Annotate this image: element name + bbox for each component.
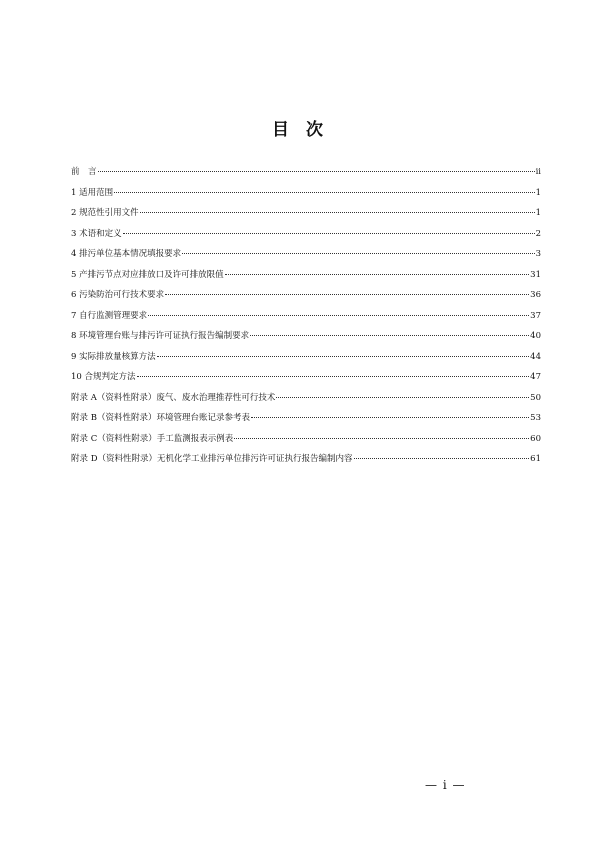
toc-entry-page: 61 [530, 454, 541, 464]
toc-entry[interactable] [71, 329, 541, 350]
toc-entry-page: 53 [530, 413, 541, 423]
toc-entry-label: 7 自行监测管理要求 [71, 310, 148, 321]
toc-entry-label: 1 适用范围 [71, 187, 114, 198]
toc-entry-label: 4 排污单位基本情况填报要求 [71, 249, 182, 259]
toc-entry[interactable] [71, 186, 541, 207]
toc-leader-dots [140, 212, 535, 213]
toc-entry[interactable] [71, 432, 541, 453]
toc-entry-page: 3 [535, 249, 541, 259]
toc-leader-dots [250, 335, 529, 336]
toc-entry-label: 10 合规判定方法 [71, 372, 136, 382]
toc-entry-page: 47 [530, 372, 541, 382]
toc-entry-page: 50 [530, 392, 541, 403]
toc-entry-page: 1 [535, 187, 541, 198]
toc-leader-dots [137, 376, 530, 377]
toc-leader-dots [157, 356, 530, 357]
toc-entry-page: 60 [530, 433, 541, 444]
toc-entry-label: 附录 B（资料性附录）环境管理台账记录参考表 [71, 413, 250, 423]
toc-entry[interactable] [71, 452, 541, 473]
toc-entry-page: ii [535, 167, 541, 177]
toc-entry[interactable] [71, 309, 541, 330]
toc-entry-page: 31 [530, 269, 541, 280]
toc-entry[interactable] [71, 268, 541, 289]
page-number-footer: — i — [425, 778, 466, 792]
toc-entry[interactable] [71, 206, 541, 227]
toc-leader-dots [354, 458, 530, 459]
toc-leader-dots [98, 171, 535, 172]
toc-entry-page: 44 [530, 351, 541, 362]
toc-entry-label: 6 污染防治可行技术要求 [71, 290, 165, 300]
toc-entry-page: 36 [530, 290, 541, 300]
toc-entry[interactable] [71, 165, 541, 186]
toc-entry[interactable] [71, 391, 541, 412]
toc-leader-dots [148, 315, 529, 316]
toc-entry[interactable] [71, 350, 541, 371]
toc-entry-label: 9 实际排放量核算方法 [71, 351, 156, 362]
toc-entry-label: 3 术语和定义 [71, 228, 122, 239]
toc-entry-label: 5 产排污节点对应排放口及许可排放限值 [71, 269, 224, 280]
toc-leader-dots [114, 192, 534, 193]
toc-entry[interactable] [71, 288, 541, 309]
toc-entry-label: 2 规范性引用文件 [71, 208, 139, 218]
toc-leader-dots [182, 253, 534, 254]
toc-leader-dots [225, 274, 530, 275]
page-title: 目 次 [272, 120, 323, 140]
toc-entry[interactable] [71, 227, 541, 248]
toc-entry-page: 2 [535, 228, 541, 239]
toc-entry-label: 8 环境管理台账与排污许可证执行报告编制要求 [71, 331, 250, 341]
toc-entry-page: 1 [535, 208, 541, 218]
toc-entry-label: 附录 C（资料性附录）手工监测报表示例表 [71, 433, 234, 444]
toc-entry-label: 附录 A（资料性附录）废气、废水治理推荐性可行技术 [71, 392, 276, 403]
toc-leader-dots [165, 294, 529, 295]
toc-leader-dots [276, 397, 529, 398]
toc-leader-dots [251, 417, 529, 418]
toc-entry[interactable] [71, 370, 541, 391]
toc-entry-label: 前 言 [71, 167, 97, 177]
toc-leader-dots [234, 438, 529, 439]
table-of-contents [71, 165, 541, 473]
toc-entry-page: 37 [530, 310, 541, 321]
toc-entry-label: 附录 D（资料性附录）无机化学工业排污单位排污许可证执行报告编制内容 [71, 454, 353, 464]
toc-leader-dots [123, 233, 535, 234]
toc-entry[interactable] [71, 411, 541, 432]
toc-entry-page: 40 [530, 331, 541, 341]
toc-entry[interactable] [71, 247, 541, 268]
